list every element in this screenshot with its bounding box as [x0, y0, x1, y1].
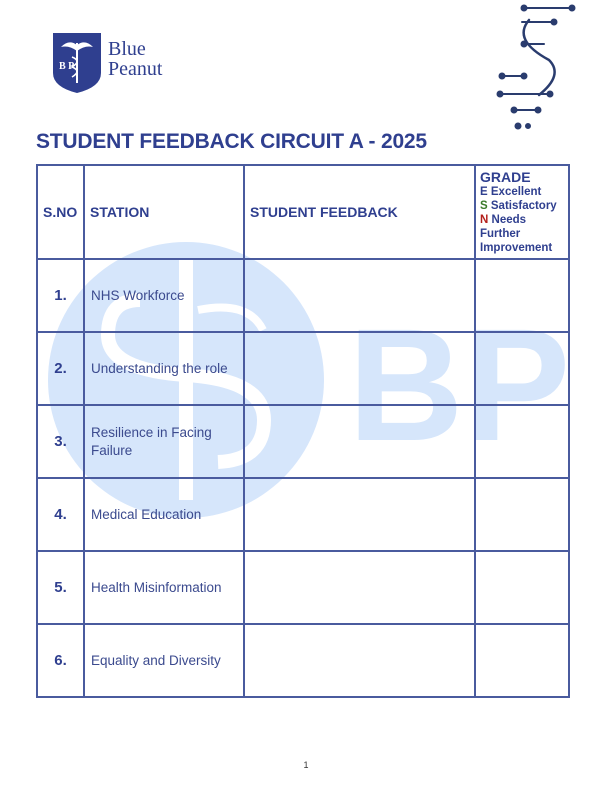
- row-sno: 2.: [37, 332, 84, 405]
- header-sno: S.NO: [37, 165, 84, 259]
- row-grade-cell[interactable]: [475, 332, 569, 405]
- grade-key-e: [480, 185, 564, 199]
- row-station: Understanding the role: [84, 332, 244, 405]
- header-grade: [475, 165, 569, 259]
- grade-title: GRADE: [480, 169, 531, 185]
- row-station: Resilience in Facing Failure: [84, 405, 244, 478]
- grade-letter-e: E: [480, 186, 488, 198]
- row-feedback-cell[interactable]: [244, 551, 475, 624]
- row-grade-cell[interactable]: [475, 259, 569, 332]
- grade-key-further: Further: [480, 228, 521, 240]
- row-grade-cell[interactable]: [475, 551, 569, 624]
- page-title: STUDENT FEEDBACK CIRCUIT A - 2025: [36, 130, 427, 153]
- grade-label-n: Needs: [491, 214, 527, 226]
- table-row: [37, 332, 569, 405]
- watermark-letters: BP: [348, 295, 571, 474]
- grade-key-s: [480, 199, 564, 213]
- table-row: [37, 478, 569, 551]
- table-row: [37, 405, 569, 478]
- row-feedback-cell[interactable]: [244, 478, 475, 551]
- row-sno: 1.: [37, 259, 84, 332]
- table-row: [37, 551, 569, 624]
- grade-letter-n: N: [480, 214, 489, 226]
- row-feedback-cell[interactable]: [244, 405, 475, 478]
- brand-name: Blue Peanut: [108, 38, 163, 80]
- row-station: Medical Education: [84, 478, 244, 551]
- crest-letters: B P: [59, 61, 75, 72]
- header-station: STATION: [84, 165, 244, 259]
- row-station: Equality and Diversity: [84, 624, 244, 697]
- grade-key-n: [480, 213, 564, 227]
- row-feedback-cell[interactable]: [244, 624, 475, 697]
- row-sno: 5.: [37, 551, 84, 624]
- grade-key-improvement: Improvement: [480, 242, 553, 254]
- header-row: [37, 165, 569, 259]
- grade-label-e: Excellent: [490, 186, 542, 198]
- table-row: [37, 624, 569, 697]
- row-sno: 4.: [37, 478, 84, 551]
- table-row: [37, 259, 569, 332]
- row-sno: 6.: [37, 624, 84, 697]
- decorative-spine-graphic: [494, 0, 584, 140]
- grade-letter-s: S: [480, 200, 488, 212]
- row-grade-cell[interactable]: [475, 478, 569, 551]
- grade-label-s: Satisfactory: [490, 200, 557, 212]
- row-feedback-cell[interactable]: [244, 332, 475, 405]
- feedback-table: [36, 164, 570, 698]
- row-station: Health Misinformation: [84, 551, 244, 624]
- page-number: 1: [303, 760, 309, 770]
- row-sno: 3.: [37, 405, 84, 478]
- row-feedback-cell[interactable]: [244, 259, 475, 332]
- row-grade-cell[interactable]: [475, 405, 569, 478]
- row-grade-cell[interactable]: [475, 624, 569, 697]
- row-station: NHS Workforce: [84, 259, 244, 332]
- header-student-feedback: STUDENT FEEDBACK: [244, 165, 475, 259]
